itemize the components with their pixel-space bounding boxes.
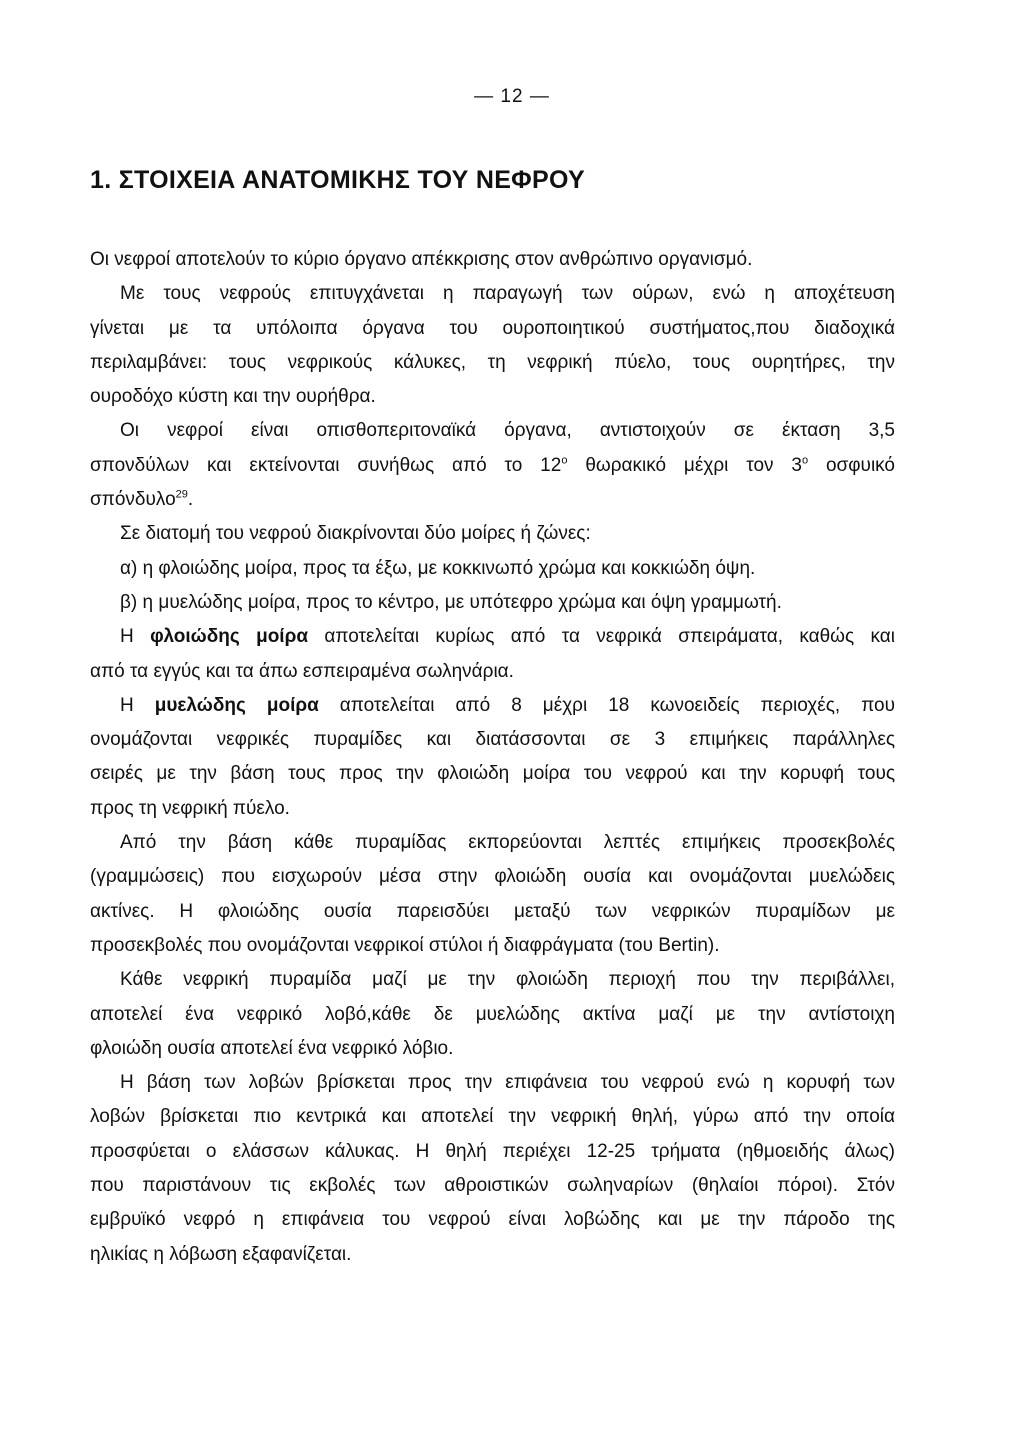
text-line: Από την βάση κάθε πυραμίδας εκπορεύονται λεπτές επιμήκεις προσεκβολές [120,832,895,854]
text-line: Με τους νεφρούς επιτυγχάνεται η παραγωγή των ούρων, ενώ η αποχέτευση [120,283,895,305]
section-heading: 1. ΣΤΟΙΧΕΙΑ ΑΝΑΤΟΜΙΚΗΣ ΤΟΥ ΝΕΦΡΟΥ [90,166,585,194]
text-line: Κάθε νεφρική πυραμίδα μαζί με την φλοιώδη περιοχή που την περιβάλλει, [120,969,895,991]
paragraph-7 [90,620,895,689]
paragraph-11 [90,1066,895,1272]
text-line [90,483,895,517]
text-line [90,689,895,723]
text-line [90,449,895,483]
text-line: προς τη νεφρική πύελο. [90,797,290,819]
paragraph-2 [90,277,895,414]
text-segment: θωρακικό μέχρι τον 3 [567,454,802,476]
paragraph-9 [90,826,895,963]
text-segment: . [187,489,194,511]
text-line: Οι νεφροί αποτελούν το κύριο όργανο απέκκρισης στον ανθρώπινο οργανισμό. [90,249,753,270]
text-line: προσφύεται ο ελάσσων κάλυκας. Η θηλή περιέχει 12-25 τρήματα (ηθμοειδής άλως) [90,1140,895,1162]
bold-term: μυελώδης μοίρα [154,694,319,716]
text-segment: σπονδύλων και εκτείνονται συνήθως από το 12 [90,454,562,476]
footnote-reference: 29 [175,488,188,501]
text-line: από τα εγγύς και τα άπω εσπειραμένα σωληνάρια. [90,660,514,682]
text-line: ονομάζονται νεφρικές πυραμίδες και διατάσσονται σε 3 επιμήκεις παράλληλες [90,729,895,751]
paragraph-1 [90,243,895,277]
paragraph-10 [90,963,895,1066]
paragraph-6 [90,586,895,620]
text-line [90,620,895,654]
text-segment: αποτελείται από 8 μέχρι 18 κωνοειδείς περιοχές, που [318,694,895,716]
text-line: εμβρυϊκό νεφρό η επιφάνεια του νεφρού είναι λοβώδης και με την πάροδο της [90,1209,895,1231]
bold-term: φλοιώδης μοίρα [150,626,309,648]
text-line: ακτίνες. Η φλοιώδης ουσία παρεισδύει μεταξύ των νεφρικών πυραμίδων με [90,900,895,922]
text-line: ηλικίας η λόβωση εξαφανίζεται. [90,1243,352,1265]
paragraph-5 [90,552,895,586]
text-line: Οι νεφροί είναι οπισθοπεριτοναϊκά όργανα, αντιστοιχούν σε έκταση 3,5 [120,420,895,442]
ordinal-superscript: ο [801,454,809,467]
text-segment: σπόνδυλο [90,489,176,511]
text-segment: οσφυικό [808,454,896,476]
text-segment: αποτελείται κυρίως από τα νεφρικά σπειράματα, καθώς και [308,626,895,648]
text-line: λοβών βρίσκεται πιο κεντρικά και αποτελεί την νεφρική θηλή, γύρω από την οποία [90,1106,895,1128]
text-line: Σε διατομή του νεφρού διακρίνονται δύο μοίρες ή ζώνες: [120,523,591,545]
page-number: — 12 — [474,86,550,107]
text-line: προσεκβολές που ονομάζονται νεφρικοί στύλοι ή διαφράγματα (του Bertin). [90,934,720,956]
text-line: που παριστάνουν τις εκβολές των αθροιστικών σωληναρίων (θηλαίοι πόροι). Στόν [90,1175,895,1197]
paragraph-8 [90,689,895,826]
text-line: φλοιώδη ουσία αποτελεί ένα νεφρικό λόβιο. [90,1037,454,1059]
text-line: σειρές με την βάση τους προς την φλοιώδη μοίρα του νεφρού και την κορυφή τους [90,763,895,785]
text-segment: Η [120,694,155,716]
text-line: ουροδόχο κύστη και την ουρήθρα. [90,386,376,408]
text-line: αποτελεί ένα νεφρικό λοβό,κάθε δε μυελώδης ακτίνα μαζί με την αντίστοιχη [90,1003,895,1025]
text-line: γίνεται με τα υπόλοιπα όργανα του ουροποιητικού συστήματος,που διαδοχικά [90,317,895,339]
paragraph-4 [90,517,895,551]
text-line: β) η μυελώδης μοίρα, προς το κέντρο, με υπότεφρο χρώμα και όψη γραμμωτή. [120,591,782,613]
text-line: περιλαμβάνει: τους νεφρικούς κάλυκες, τη νεφρική πύελο, τους ουρητήρες, την [90,351,895,373]
text-line: Η βάση των λοβών βρίσκεται προς την επιφάνεια του νεφρού ενώ η κορυφή των [120,1072,895,1094]
text-line: (γραμμώσεις) που εισχωρούν μέσα στην φλοιώδη ουσία και ονομάζονται μυελώδεις [90,866,895,888]
text-line: α) η φλοιώδης μοίρα, προς τα έξω, με κοκκινωπό χρώμα και κοκκιώδη όψη. [120,557,756,579]
body-text [90,243,895,1272]
ordinal-superscript: ο [561,454,568,467]
text-segment: Η [120,626,151,648]
paragraph-3 [90,414,895,517]
